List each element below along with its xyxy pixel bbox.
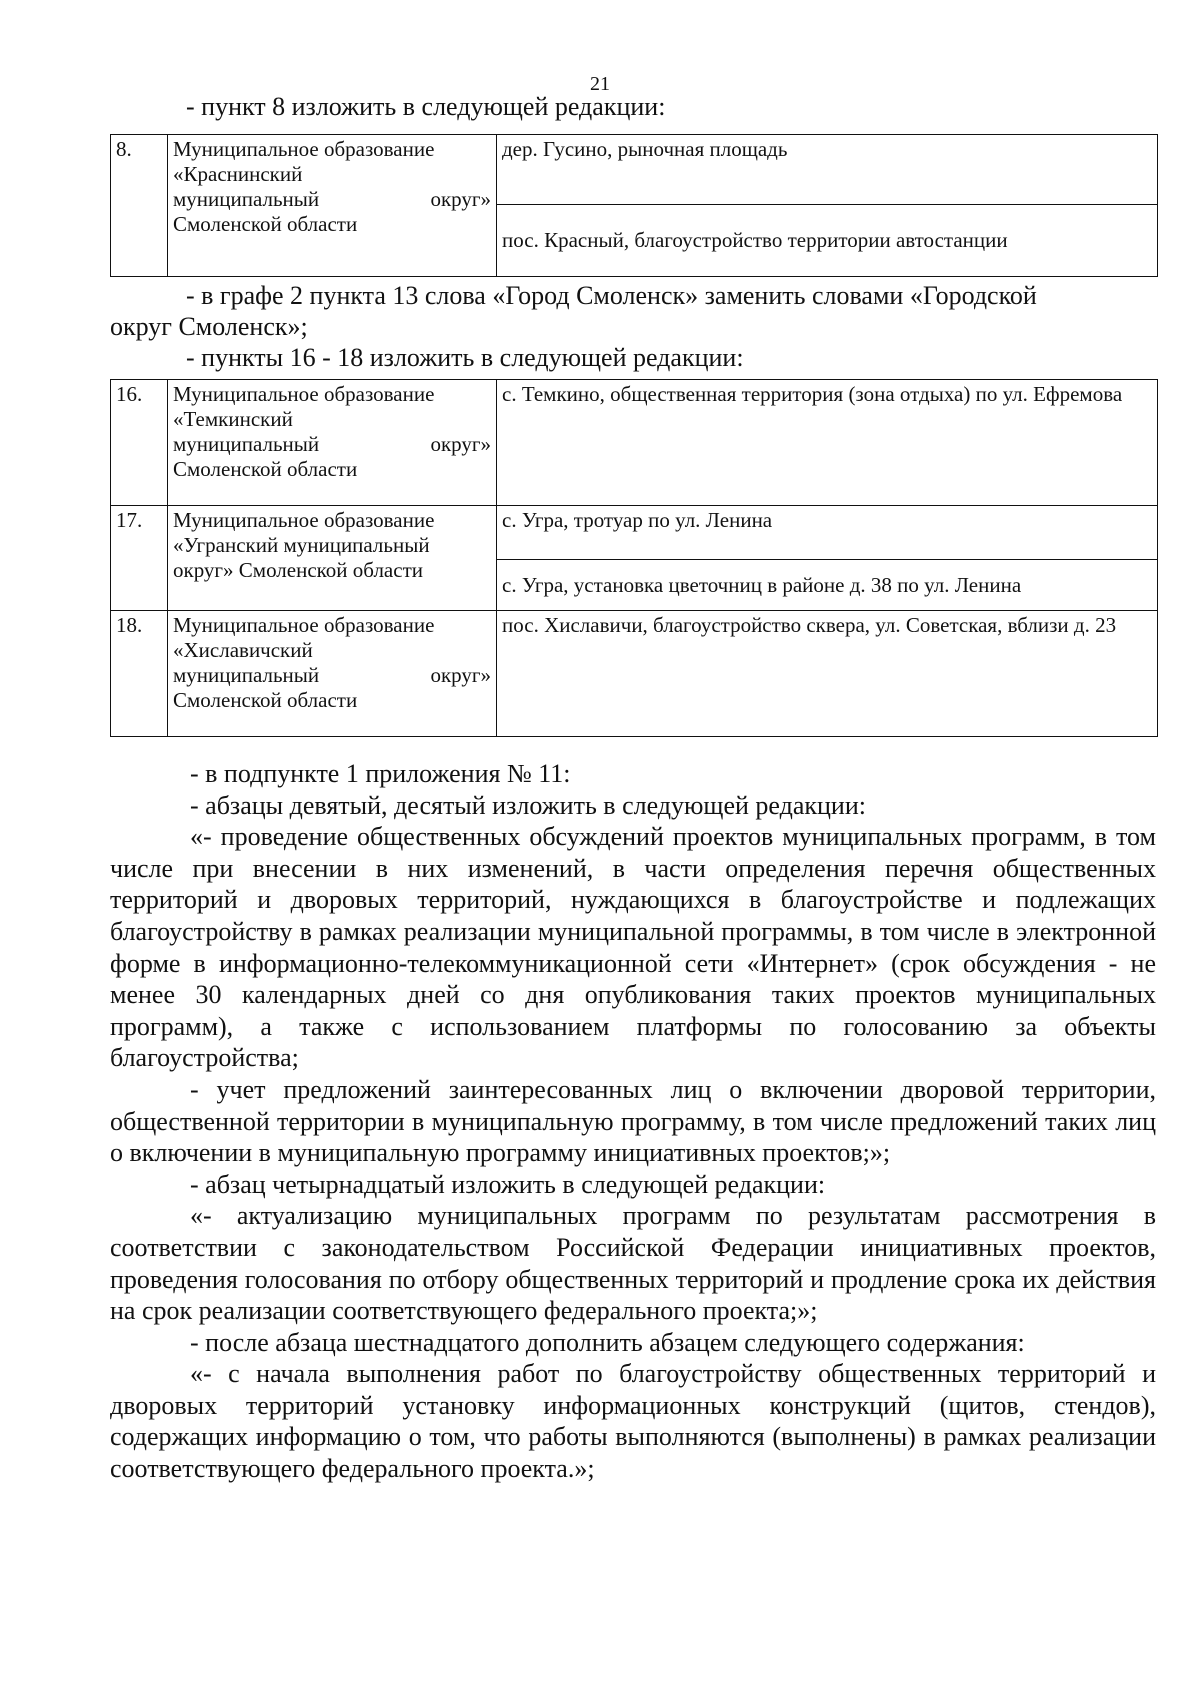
org-cell (168, 135, 497, 277)
para14-intro: - абзац четырнадцатый изложить в следующей редакции: (190, 1169, 826, 1199)
org-line: «Темкинский (173, 407, 293, 431)
table-row (111, 135, 1158, 205)
org-line: муниципальный округ» (173, 187, 491, 211)
quote-paragraph-2: - учет предложений заинтересованных лиц о включении дворовой территории, общественной территории в муниципальную программу, в том числе предложений таких лиц о включении в муниципальную программу инициативных проектов;»; (110, 1074, 1156, 1168)
quote-paragraph-1: «- проведение общественных обсуждений проектов муниципальных программ, в том числе при внесении в них изменений, в части определения перечня общественных территорий и дворовых территорий, нуждающихся в благоустройстве и подлежащих благоустройству в рамках реализации муниципальной программы, в том числе в электронной форме в информационно-телекоммуникационной сети «Интернет» (срок обсуждения - не менее 30 календарных дней со дня опубликования таких проектов муниципальных программ), а также с использованием платформы по голосованию за объекты благоустройства; (110, 822, 1156, 1073)
org-line: Муниципальное образование (173, 508, 435, 532)
org-line: «Хиславичский (173, 638, 313, 662)
page-number: 21 (590, 73, 610, 95)
intro-item-8: - пункт 8 изложить в следующей редакции: (186, 92, 666, 121)
org-line: Муниципальное образование (173, 137, 435, 161)
org-line: Муниципальное образование (173, 382, 435, 406)
location-cell: с. Угра, тротуар по ул. Ленина (497, 506, 1158, 560)
row-number: 17. (111, 506, 168, 611)
amend-item-13-line2: округ Смоленск»; (110, 312, 308, 341)
row-number: 18. (111, 611, 168, 737)
table-item-8 (110, 134, 1158, 277)
body-text (110, 758, 1156, 1485)
table-row (111, 380, 1158, 506)
location-cell (497, 611, 1158, 737)
org-line: «Угранский муниципальный (173, 533, 430, 557)
location-cell: пос. Красный, благоустройство территории автостанции (497, 205, 1158, 277)
org-cell (168, 380, 497, 506)
table-row (111, 611, 1158, 737)
intro-items-16-18: - пункты 16 - 18 изложить в следующей редакции: (186, 343, 744, 372)
para9-10-intro: - абзацы девятый, десятый изложить в следующей редакции: (190, 790, 866, 820)
location-cell: дер. Гусино, рыночная площадь (497, 135, 1158, 205)
para16-intro: - после абзаца шестнадцатого дополнить абзацем следующего содержания: (190, 1327, 1025, 1357)
row-number: 8. (111, 135, 168, 277)
org-line: Смоленской области (173, 688, 358, 712)
row-number: 16. (111, 380, 168, 506)
org-cell (168, 506, 497, 611)
quote-paragraph-4: «- с начала выполнения работ по благоустройству общественных территорий и дворовых территорий установку информационных конструкций (щитов, стендов), содержащих информацию о том, что работы выполняются (выполнены) в рамках реализации соответствующего федерального проекта.»; (110, 1359, 1156, 1484)
sub1-paragraph: - в подпункте 1 приложения № 11: (190, 759, 571, 788)
org-line: Муниципальное образование (173, 613, 435, 637)
table-items-16-18 (110, 379, 1158, 737)
org-cell (168, 611, 497, 737)
org-line: Смоленской области (173, 212, 358, 236)
org-line: «Краснинский (173, 162, 303, 186)
location-cell: с. Угра, установка цветочниц в районе д. 38 по ул. Ленина (497, 560, 1158, 611)
location-text: пос. Хиславичи, благоустройство сквера, ул. Советская, вблизи д. 23 (502, 613, 1117, 637)
table-row (111, 506, 1158, 560)
quote-paragraph-3: «- актуализацию муниципальных программ по результатам рассмотрения в соответствии с законодательством Российской Федерации инициативных проектов, проведения голосования по отбору общественных территорий и продление срока их действия на срок реализации соответствующего федерального проекта;»; (110, 1201, 1156, 1326)
org-line: муниципальный округ» (173, 663, 491, 687)
location-text: с. Темкино, общественная территория (зона отдыха) по ул. Ефремова (502, 382, 1123, 406)
amend-item-13-line1: - в графе 2 пункта 13 слова «Город Смоленск» заменить словами «Городской (186, 281, 1037, 310)
org-line: округ» Смоленской области (173, 558, 423, 582)
location-cell (497, 380, 1158, 506)
org-line: Смоленской области (173, 457, 358, 481)
org-line: муниципальный округ» (173, 432, 491, 456)
